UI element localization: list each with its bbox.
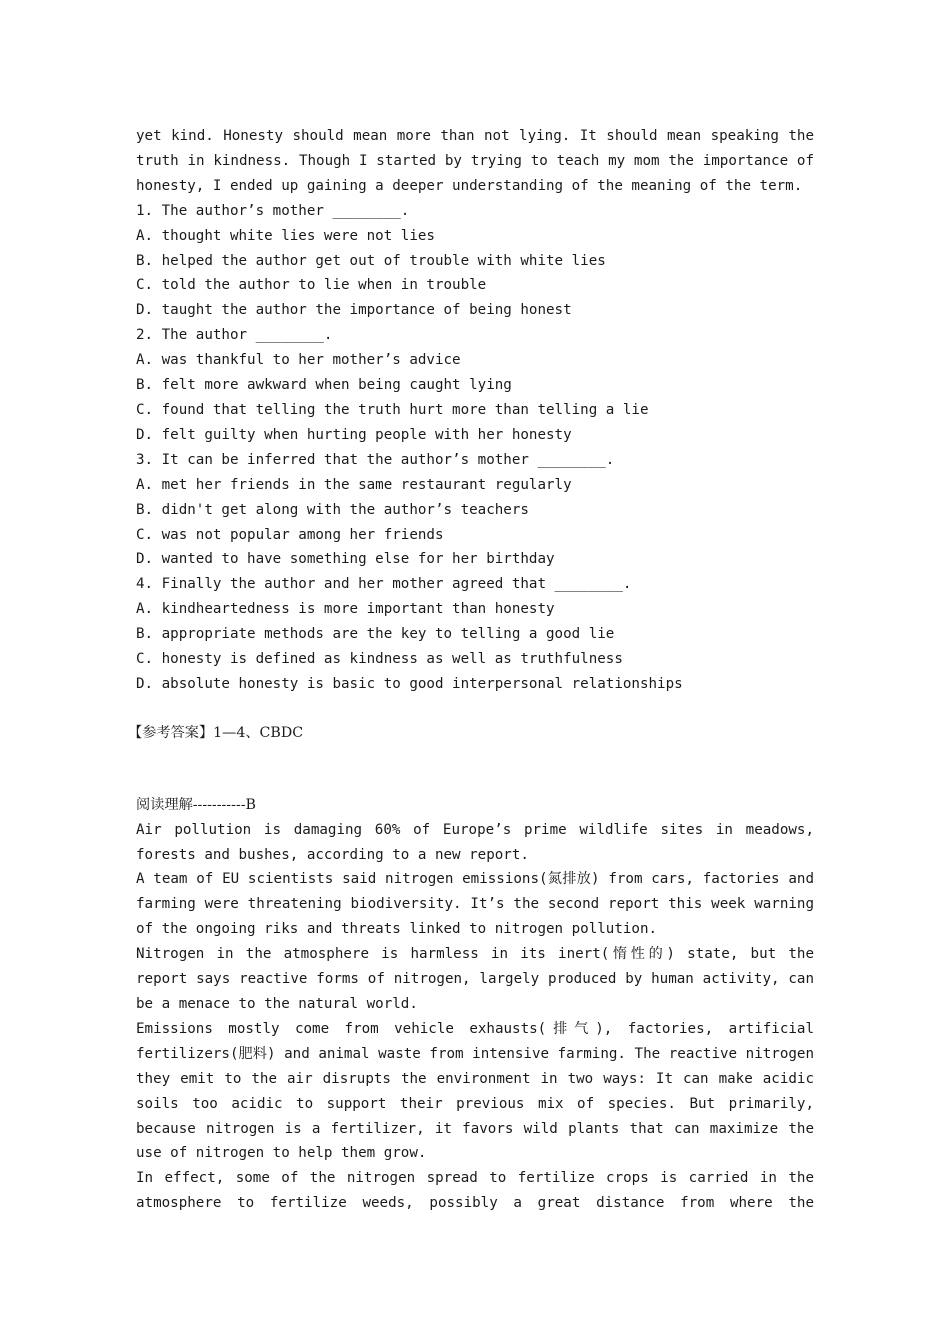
- option-d: D. wanted to have something else for her birthday: [136, 551, 555, 568]
- question-1: [136, 199, 814, 324]
- document-page: [128, 124, 814, 1216]
- option-c: C. found that telling the truth hurt more than telling a lie: [136, 401, 649, 418]
- passage-paragraph-5: In effect, some of the nitrogen spread to fertilize crops is carried in the atmosphere to fertilize weeds, possibly a great distance from where the: [136, 1170, 814, 1212]
- section-title: 阅读理解-----------B: [136, 796, 256, 813]
- option-c: C. told the author to lie when in trouble: [136, 277, 487, 294]
- question-stem: 3. It can be inferred that the author’s mother ________.: [136, 451, 615, 468]
- intro-paragraph: yet kind. Honesty should mean more than not lying. It should mean speaking the truth in kindness. Though I started by trying to teach my mom the importance of honesty, I ended up gaining a deeper understanding of the meaning of the term.: [136, 128, 814, 194]
- option-b: B. helped the author get out of trouble with white lies: [136, 252, 606, 269]
- option-a: A. was thankful to her mother’s advice: [136, 352, 461, 369]
- answer-key: 【参考答案】1—4、CBDC: [128, 724, 304, 741]
- question-3: [136, 448, 814, 573]
- option-c: C. honesty is defined as kindness as well as truthfulness: [136, 651, 623, 668]
- option-a: A. kindheartedness is more important than honesty: [136, 601, 555, 618]
- option-d: D. absolute honesty is basic to good interpersonal relationships: [136, 675, 683, 692]
- option-c: C. was not popular among her friends: [136, 526, 444, 543]
- option-d: D. felt guilty when hurting people with her honesty: [136, 426, 572, 443]
- question-stem: 1. The author’s mother ________.: [136, 202, 410, 219]
- option-a: A. met her friends in the same restaurant regularly: [136, 476, 572, 493]
- option-b: B. appropriate methods are the key to telling a good lie: [136, 626, 615, 643]
- passage-paragraph-2: A team of EU scientists said nitrogen emissions(氮排放) from cars, factories and farming were threatening biodiversity. It’s the second report this week warning of the ongoing riks and threats linked to nitrogen pollution.: [136, 871, 814, 938]
- option-d: D. taught the author the importance of being honest: [136, 302, 572, 319]
- passage-paragraph-1: Air pollution is damaging 60% of Europe’s prime wildlife sites in meadows, forests and bushes, according to a new report.: [136, 821, 814, 863]
- option-a: A. thought white lies were not lies: [136, 227, 435, 244]
- question-4: [136, 572, 814, 697]
- question-stem: 4. Finally the author and her mother agreed that ________.: [136, 576, 632, 593]
- passage-paragraph-3: Nitrogen in the atmosphere is harmless in its inert(惰性的) state, but the report says reactive forms of nitrogen, largely produced by human activity, can be a menace to the natural world.: [136, 946, 814, 1012]
- question-stem: 2. The author ________.: [136, 327, 333, 344]
- passage-paragraph-4: Emissions mostly come from vehicle exhausts(排气), factories, artificial fertilizers(肥料) and animal waste from intensive farming. The reactive nitrogen they emit to the air disrupts the environment in two ways: It can make acidic soils too acidic to support their previous mix of species. But primarily, because nitrogen is a fertilizer, it favors wild plants that can maximize the use of nitrogen to help them grow.: [136, 1020, 814, 1162]
- question-2: [136, 323, 814, 448]
- option-b: B. felt more awkward when being caught lying: [136, 377, 512, 394]
- option-b: B. didn't get along with the author’s teachers: [136, 501, 529, 518]
